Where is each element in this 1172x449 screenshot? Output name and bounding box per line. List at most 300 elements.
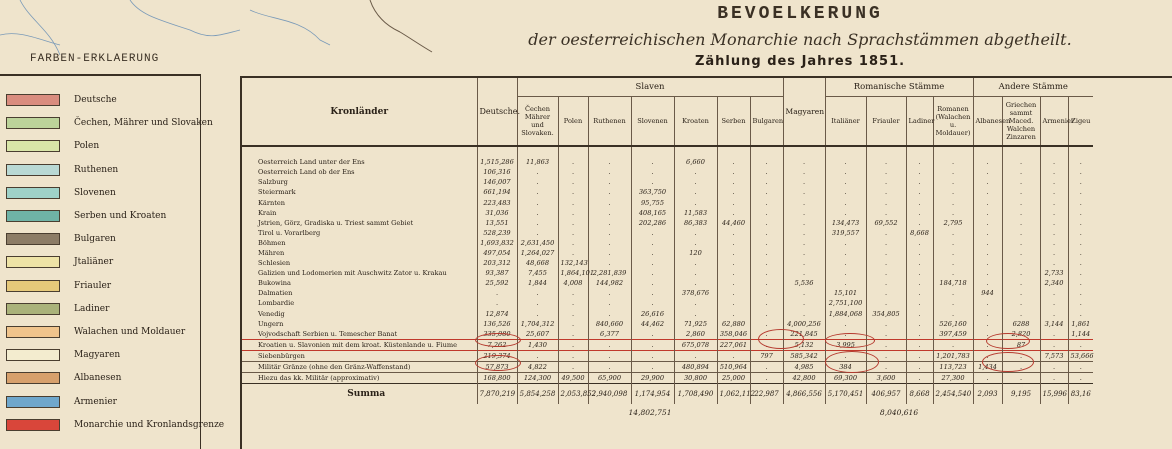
cell-value: . [674,268,717,278]
cell-value: . [674,278,717,288]
cell-value: . [933,187,973,197]
cell-value: . [783,167,825,177]
cell-value: . [906,177,933,187]
cell-value: . [674,177,717,187]
group-totals-row [242,404,1093,422]
cell-value: . [866,167,906,177]
cell-value: 7,262 [477,339,517,350]
summa-value: 5,854,258 [517,384,558,405]
cell-value: . [750,288,783,298]
legend-swatch [6,256,60,268]
cell-value: . [783,248,825,258]
cell-value: . [750,167,783,177]
cell-value: . [933,208,973,218]
legend-label: Jtaliäner [74,257,114,268]
cell-value: 4,822 [517,361,558,372]
cell-value: . [1002,197,1040,207]
summa-value: 2,940,098 [588,384,631,405]
cell-value: . [1040,288,1068,298]
totals-spacer [783,404,825,422]
legend-label: Walachen und Moldauer [74,327,186,337]
cell-value: . [674,309,717,319]
table-row [242,248,1093,258]
row-label: Mähren [258,248,285,257]
table-row [242,228,1093,238]
cell-value: . [825,319,866,329]
cell-value: . [588,167,631,177]
cell-value: . [933,238,973,248]
cell-value: . [558,309,588,319]
cell-value: 4,000,256 [783,319,825,329]
cell-value: . [750,228,783,238]
cell-value: . [933,339,973,350]
cell-value: 87 [1002,339,1040,350]
row-label: Steiermark [258,188,296,197]
cell-value: 397,459 [933,329,973,340]
cell-value: 42,800 [783,373,825,384]
cell-value: 44,462 [631,319,674,329]
legend-swatch [6,372,60,384]
table-row [242,177,1093,187]
row-label: Bukowina [258,279,291,288]
legend-item [6,117,213,129]
cell-value: . [631,298,674,308]
cell-value: . [1040,248,1068,258]
summa-value: 1,708,490 [674,384,717,405]
legend-swatch [6,117,60,129]
annotation-oval [825,333,875,348]
cell-value: 1,861 [1068,319,1093,329]
header-deutsche: Deutsche. [477,78,517,146]
cell-value: . [588,238,631,248]
cell-value: . [674,350,717,361]
cell-value: . [631,288,674,298]
cell-value: . [906,278,933,288]
cell-value: 26,616 [631,309,674,319]
cell-value: 4,985 [783,361,825,372]
cell-value: . [1002,350,1040,361]
cell-value: . [517,167,558,177]
cell-value: . [558,298,588,308]
cell-value: . [1068,339,1093,350]
cell-value: 526,160 [933,319,973,329]
cell-value: . [1002,238,1040,248]
cell-value: 1,515,286 [477,157,517,167]
legend-label: Friauler [74,280,112,291]
cell-value: . [750,187,783,197]
cell-value: 5,536 [783,278,825,288]
table-row [242,197,1093,207]
table-row [242,329,1093,340]
summa-value: 4,866,556 [783,384,825,405]
table-row [242,167,1093,177]
cell-value: . [750,309,783,319]
cell-value: . [674,187,717,197]
cell-value: . [517,309,558,319]
legend-swatch [6,210,60,222]
legend-swatch [6,396,60,408]
cell-value: 6,660 [674,157,717,167]
summa-value: 2,053,852 [558,384,588,405]
cell-value: . [1068,177,1093,187]
cell-value: . [866,157,906,167]
cell-value: . [631,329,674,340]
cell-value: . [906,309,933,319]
cell-value: 1,144 [1068,329,1093,340]
cell-value: . [1002,268,1040,278]
census-year: Zählung des Jahres 1851. [694,54,906,69]
legend-label: Albanesen [74,373,122,384]
population-table [242,78,1093,422]
cell-value: 62,880 [717,319,750,329]
cell-value: . [558,248,588,258]
cell-value: . [973,309,1002,319]
cell-value: . [933,177,973,187]
totals-spacer [242,404,517,422]
cell-value: . [906,238,933,248]
row-label: Oesterreich Land unter der Ens [258,158,365,167]
cell-value: 31,036 [477,208,517,218]
header-andere-col: Griechen sammt Maced. Walchen Zinzaren [1002,97,1040,147]
header-slaven-col: Polen [558,97,588,147]
legend-item [6,94,117,106]
cell-value: 13,551 [477,218,517,228]
cell-value: . [933,197,973,207]
cell-value: 8,668 [906,228,933,238]
cell-value: . [631,278,674,288]
annotation-oval [825,351,879,373]
cell-value: . [1002,309,1040,319]
cell-value: . [825,167,866,177]
table-row [242,350,1093,361]
summa-value: 83,16 [1068,384,1093,405]
cell-value: 480,894 [674,361,717,372]
legend-label: Deutsche [74,95,117,105]
cell-value: . [1068,157,1093,167]
cell-value: 497,054 [477,248,517,258]
header-slaven-col: Bulgaren [750,97,783,147]
cell-value: 840,660 [588,319,631,329]
summa-value: 5,170,451 [825,384,866,405]
cell-value: 6288 [1002,319,1040,329]
cell-value: . [750,197,783,207]
header-group-slaven: Slaven [517,78,783,97]
cell-value: 2,795 [933,218,973,228]
cell-value: . [1068,218,1093,228]
cell-value: . [750,319,783,329]
slaven-total: 14,802,751 [628,408,672,418]
cell-value: . [783,298,825,308]
legend-label: Serben und Kroaten [74,211,167,221]
legend-item [6,349,120,361]
cell-value: . [1002,167,1040,177]
romanische-total: 8,040,616 [879,408,919,418]
cell-value: 585,342 [783,350,825,361]
cell-value: . [906,319,933,329]
summa-value: 1,062,112 [717,384,750,405]
cell-value: 144,982 [588,278,631,288]
cell-value: . [906,197,933,207]
cell-value: 1,264,027 [517,248,558,258]
cell-value: . [973,248,1002,258]
cell-value: . [717,268,750,278]
summa-value: 9,195 [1002,384,1040,405]
row-label: Militär Gränze (ohne den Gränz-Waffenstand) [242,361,477,372]
cell-value: . [866,187,906,197]
cell-value: . [825,268,866,278]
row-label: Hiezu das kk. Militär (approximativ) [242,373,477,384]
cell-value: . [674,258,717,268]
cell-value: . [1068,373,1093,384]
legend-item [6,419,224,431]
cell-value: 15,101 [825,288,866,298]
cell-value: 29,900 [631,373,674,384]
cell-value: . [631,167,674,177]
cell-value: . [906,339,933,350]
legend-swatch [6,233,60,245]
cell-value: . [717,248,750,258]
cell-value: . [588,197,631,207]
cell-value: . [750,157,783,167]
cell-value: 7,573 [1040,350,1068,361]
cell-value: . [588,258,631,268]
cell-value: . [558,350,588,361]
cell-value: 3,600 [866,373,906,384]
table-row [242,319,1093,329]
cell-value: . [866,288,906,298]
cell-value: . [631,268,674,278]
legend-item [6,303,109,315]
cell-value: . [717,278,750,288]
table-row [242,238,1093,248]
cell-value: 57,873 [477,361,517,372]
cell-value: . [750,278,783,288]
cell-value: . [825,350,866,361]
table-row [242,187,1093,197]
cell-value: . [717,288,750,298]
summa-value: 1,174,954 [631,384,674,405]
cell-value: . [866,278,906,288]
cell-value: . [1068,238,1093,248]
cell-value: . [906,208,933,218]
cell-value: . [973,329,1002,340]
cell-value: . [517,218,558,228]
cell-value: 363,750 [631,187,674,197]
summa-value: 22,987 [750,384,783,405]
cell-value: . [866,228,906,238]
table-row [242,309,1093,319]
cell-value: . [825,208,866,218]
cell-value: . [933,228,973,238]
cell-value: . [517,187,558,197]
cell-value: . [783,208,825,218]
cell-value: . [906,373,933,384]
cell-value: . [750,238,783,248]
cell-value: 219,374 [477,350,517,361]
row-label: Böhmen [258,238,286,247]
cell-value: . [906,167,933,177]
cell-value: . [1040,238,1068,248]
cell-value: 86,383 [674,218,717,228]
cell-value: . [933,268,973,278]
cell-value: . [717,228,750,238]
cell-value: . [588,208,631,218]
cell-value: . [783,157,825,167]
cell-value: . [588,298,631,308]
cell-value: 944 [973,288,1002,298]
cell-value: . [1002,228,1040,238]
cell-value: . [825,248,866,258]
cell-value: . [906,248,933,258]
cell-value: . [588,157,631,167]
cell-value: 6,377 [588,329,631,340]
cell-value: . [866,177,906,187]
header-andere-col: Albanesen [973,97,1002,147]
cell-value: . [588,218,631,228]
cell-value: . [517,197,558,207]
cell-value: 146,007 [477,177,517,187]
cell-value: . [558,197,588,207]
cell-value: . [1002,248,1040,258]
header-slaven-col: Slovenen [631,97,674,147]
cell-value: . [750,361,783,372]
cell-value: . [825,258,866,268]
table-row [242,268,1093,278]
cell-value: 223,483 [477,197,517,207]
cell-value: 203,312 [477,258,517,268]
cell-value: . [1002,288,1040,298]
cell-value: . [933,167,973,177]
cell-value: 71,925 [674,319,717,329]
table-row [242,373,1093,384]
cell-value: . [973,373,1002,384]
cell-value: . [906,350,933,361]
summa-value: 8,668 [906,384,933,405]
cell-value: . [825,329,866,340]
cell-value: . [717,258,750,268]
legend-item [6,210,166,222]
legend-title: FARBEN-ERKLAERUNG [30,53,160,65]
cell-value: . [558,238,588,248]
annotation-oval [986,333,1030,349]
cell-value: . [1068,309,1093,319]
cell-value: . [866,319,906,329]
cell-value: 95,755 [631,197,674,207]
header-kronlaender: Kronländer [242,78,477,146]
row-label: Lombardie [258,299,295,308]
cell-value: . [558,187,588,197]
cell-value: 184,718 [933,278,973,288]
population-table-wrapper [240,76,1172,449]
cell-value: . [1068,197,1093,207]
cell-value: 11,583 [674,208,717,218]
cell-value: . [906,268,933,278]
cell-value: . [866,258,906,268]
row-label: Salzburg [258,178,288,187]
cell-value: 113,723 [933,361,973,372]
legend-label: Polen [74,141,100,152]
legend-swatch [6,280,60,292]
row-label: Jstrien, Görz, Gradiska u. Triest sammt Gebiet [258,218,414,227]
cell-value: 25,592 [477,278,517,288]
cell-value: . [717,177,750,187]
cell-value: . [1002,218,1040,228]
cell-value: 221,845 [783,329,825,340]
cell-value: . [631,238,674,248]
cell-value: 4,008 [558,278,588,288]
legend-item [6,326,185,338]
cell-value: 510,964 [717,361,750,372]
cell-value: . [906,187,933,197]
cell-value: . [973,228,1002,238]
cell-value: 3,995 [825,339,866,350]
cell-value: . [1068,258,1093,268]
cell-value: . [825,197,866,207]
cell-value: . [906,218,933,228]
cell-value: . [588,228,631,238]
annotation-oval [758,329,804,349]
cell-value: . [866,350,906,361]
cell-value: 1,430 [517,339,558,350]
cell-value: 44,460 [717,218,750,228]
cell-value: . [866,197,906,207]
cell-value: . [517,298,558,308]
cell-value: . [1040,187,1068,197]
page-title: BEVOELKERUNG [717,4,883,24]
header-group-romanische: Romanische Stämme [825,78,973,97]
cell-value: 3,144 [1040,319,1068,329]
legend-swatch [6,349,60,361]
summa-value: 2,093 [973,384,1002,405]
row-label: Vojvodschaft Serbien u. Temescher Banat [258,329,398,338]
cell-value: . [1040,361,1068,372]
cell-value: 1,844 [517,278,558,288]
cell-value: . [906,258,933,268]
cell-value: 7,455 [517,268,558,278]
table-row [242,298,1093,308]
row-label: Kroatien u. Slavonien mit dem kroat. Küstenlande u. Fiume [242,339,477,350]
map-fragment [0,0,500,60]
cell-value: . [750,298,783,308]
cell-value: 25,607 [517,329,558,340]
cell-value: . [588,177,631,187]
cell-value: . [933,258,973,268]
cell-value: . [588,309,631,319]
cell-value: 378,676 [674,288,717,298]
row-label: Dalmatien [258,289,293,298]
table-row [242,339,1093,350]
cell-value: 134,473 [825,218,866,228]
cell-value: . [1002,278,1040,288]
summa-value: 15,996 [1040,384,1068,405]
color-legend [0,74,225,449]
annotation-oval [475,333,521,347]
cell-value: . [558,177,588,187]
cell-value: . [1068,187,1093,197]
cell-value: 30,800 [674,373,717,384]
cell-value: . [1068,208,1093,218]
cell-value: 319,557 [825,228,866,238]
legend-item [6,164,118,176]
cell-value: . [631,248,674,258]
cell-value: . [1068,228,1093,238]
cell-value: . [973,350,1002,361]
row-label: Siebenbürgen [242,350,477,361]
table-row [242,157,1093,167]
legend-item [6,256,113,268]
cell-value: 2,340 [1040,278,1068,288]
cell-value: . [866,329,906,340]
